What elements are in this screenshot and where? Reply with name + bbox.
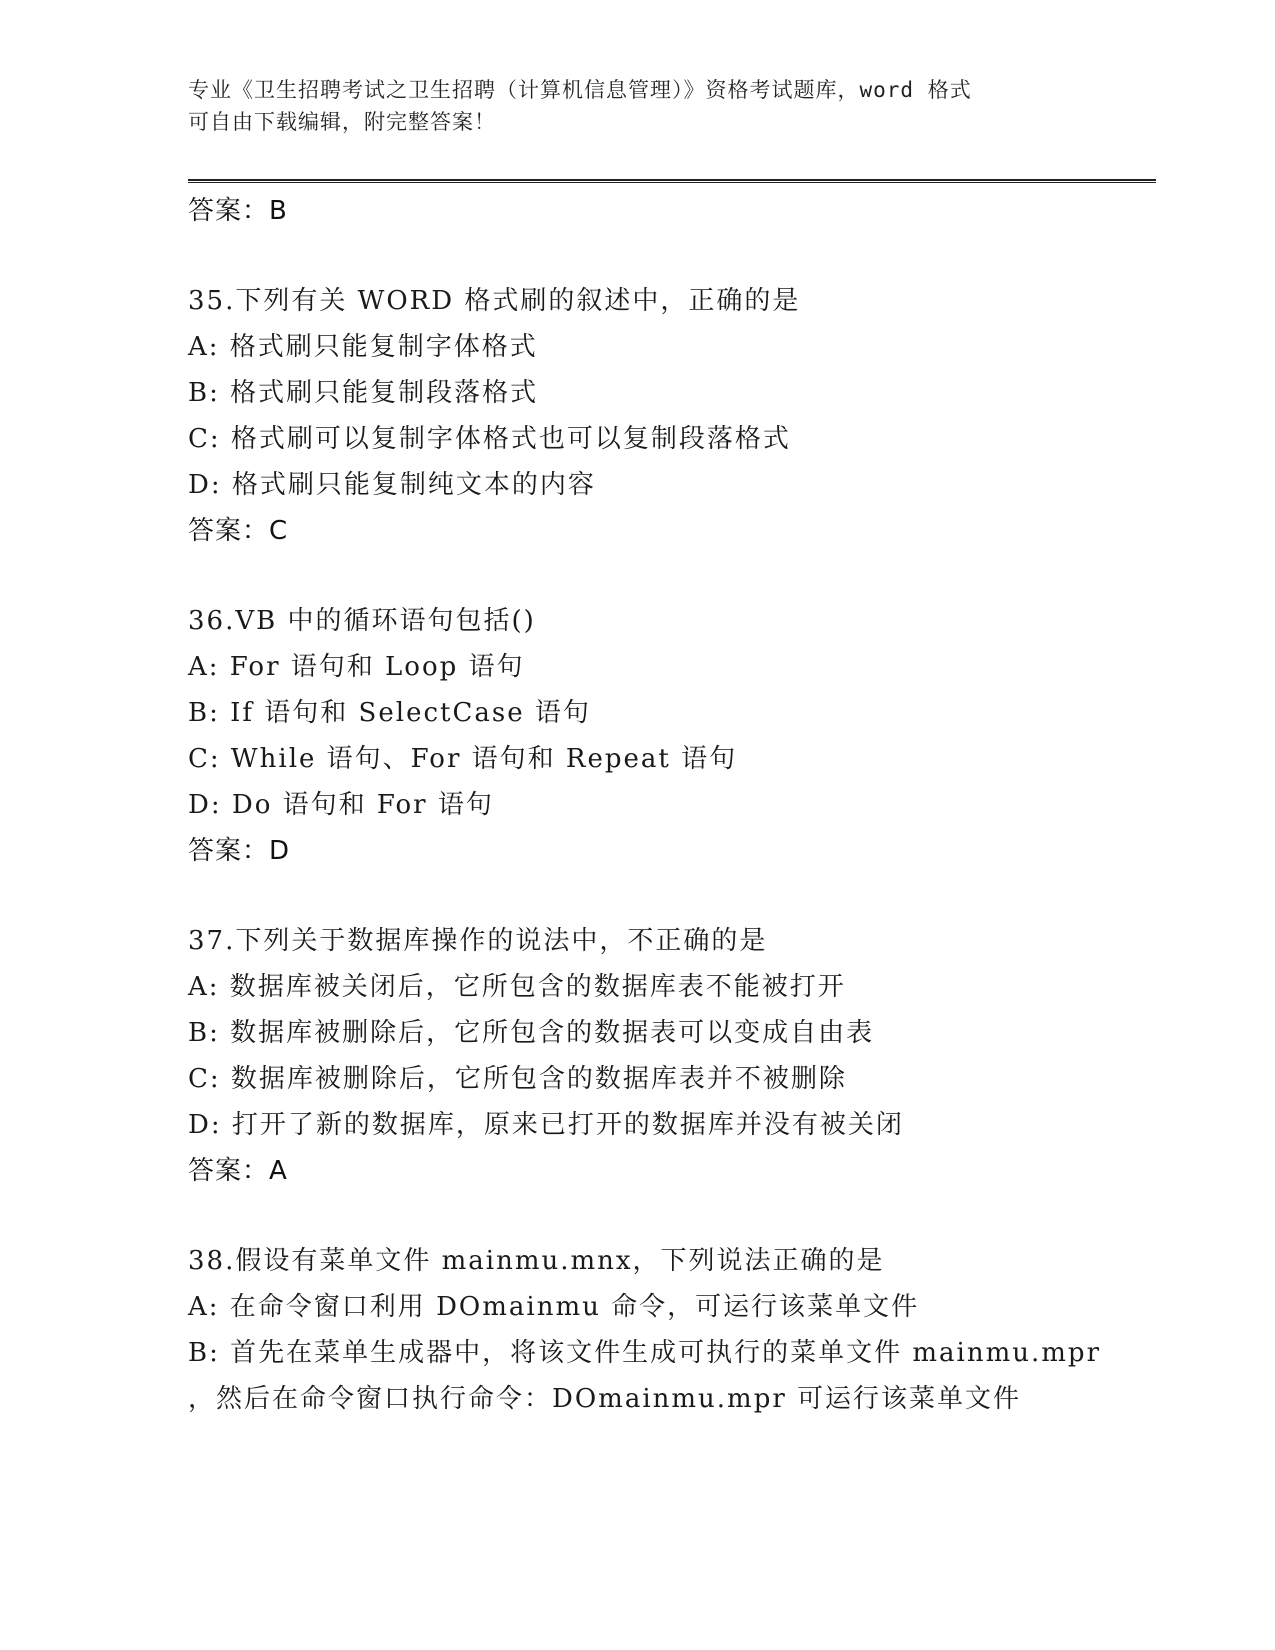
option-c: C: 数据库被删除后，它所包含的数据库表并不被删除 — [188, 1064, 847, 1094]
question-38 — [188, 1238, 1148, 1422]
option-b: B: 数据库被删除后，它所包含的数据表可以变成自由表 — [188, 1018, 875, 1048]
option-c: C: 格式刷可以复制字体格式也可以复制段落格式 — [188, 424, 791, 454]
option-d: D: Do 语句和 For 语句 — [188, 790, 494, 820]
option-c: C: While 语句、For 语句和 Repeat 语句 — [188, 744, 738, 774]
question-stem: 36.VB 中的循环语句包括() — [188, 606, 536, 636]
option-a: A: 格式刷只能复制字体格式 — [188, 332, 538, 362]
option-b: B: 首先在菜单生成器中，将该文件生成可执行的菜单文件 mainmu.mpr — [188, 1338, 1102, 1368]
header-line-2: 可自由下载编辑，附完整答案！ — [188, 110, 496, 134]
option-b: B: If 语句和 SelectCase 语句 — [188, 698, 591, 728]
question-stem: 38.假设有菜单文件 mainmu.mnx，下列说法正确的是 — [188, 1246, 885, 1276]
question-list — [188, 188, 1148, 1422]
header-line-1: 专业《卫生招聘考试之卫生招聘（计算机信息管理）》资格考试题库，word 格式 — [188, 78, 972, 102]
option-a: A: For 语句和 Loop 语句 — [188, 652, 525, 682]
question-37 — [188, 918, 1148, 1194]
option-d: D: 格式刷只能复制纯文本的内容 — [188, 470, 596, 500]
option-b-continued: ，然后在命令窗口执行命令：DOmainmu.mpr 可运行该菜单文件 — [188, 1384, 1022, 1414]
question-stem: 35.下列有关 WORD 格式刷的叙述中，正确的是 — [188, 286, 801, 316]
option-b: B: 格式刷只能复制段落格式 — [188, 378, 539, 408]
question-answer: 答案：A — [188, 1156, 288, 1186]
question-answer: 答案：C — [188, 516, 289, 546]
question-35 — [188, 278, 1148, 554]
option-d: D: 打开了新的数据库，原来已打开的数据库并没有被关闭 — [188, 1110, 904, 1140]
option-a: A: 在命令窗口利用 DOmainmu 命令，可运行该菜单文件 — [188, 1292, 920, 1322]
header-note — [188, 74, 1088, 138]
question-answer: 答案：D — [188, 836, 291, 866]
question-stem: 37.下列关于数据库操作的说法中，不正确的是 — [188, 926, 768, 956]
question-36 — [188, 598, 1148, 874]
option-a: A: 数据库被关闭后，它所包含的数据库表不能被打开 — [188, 972, 846, 1002]
previous-answer: 答案：B — [188, 196, 288, 226]
header-divider — [188, 179, 1156, 183]
